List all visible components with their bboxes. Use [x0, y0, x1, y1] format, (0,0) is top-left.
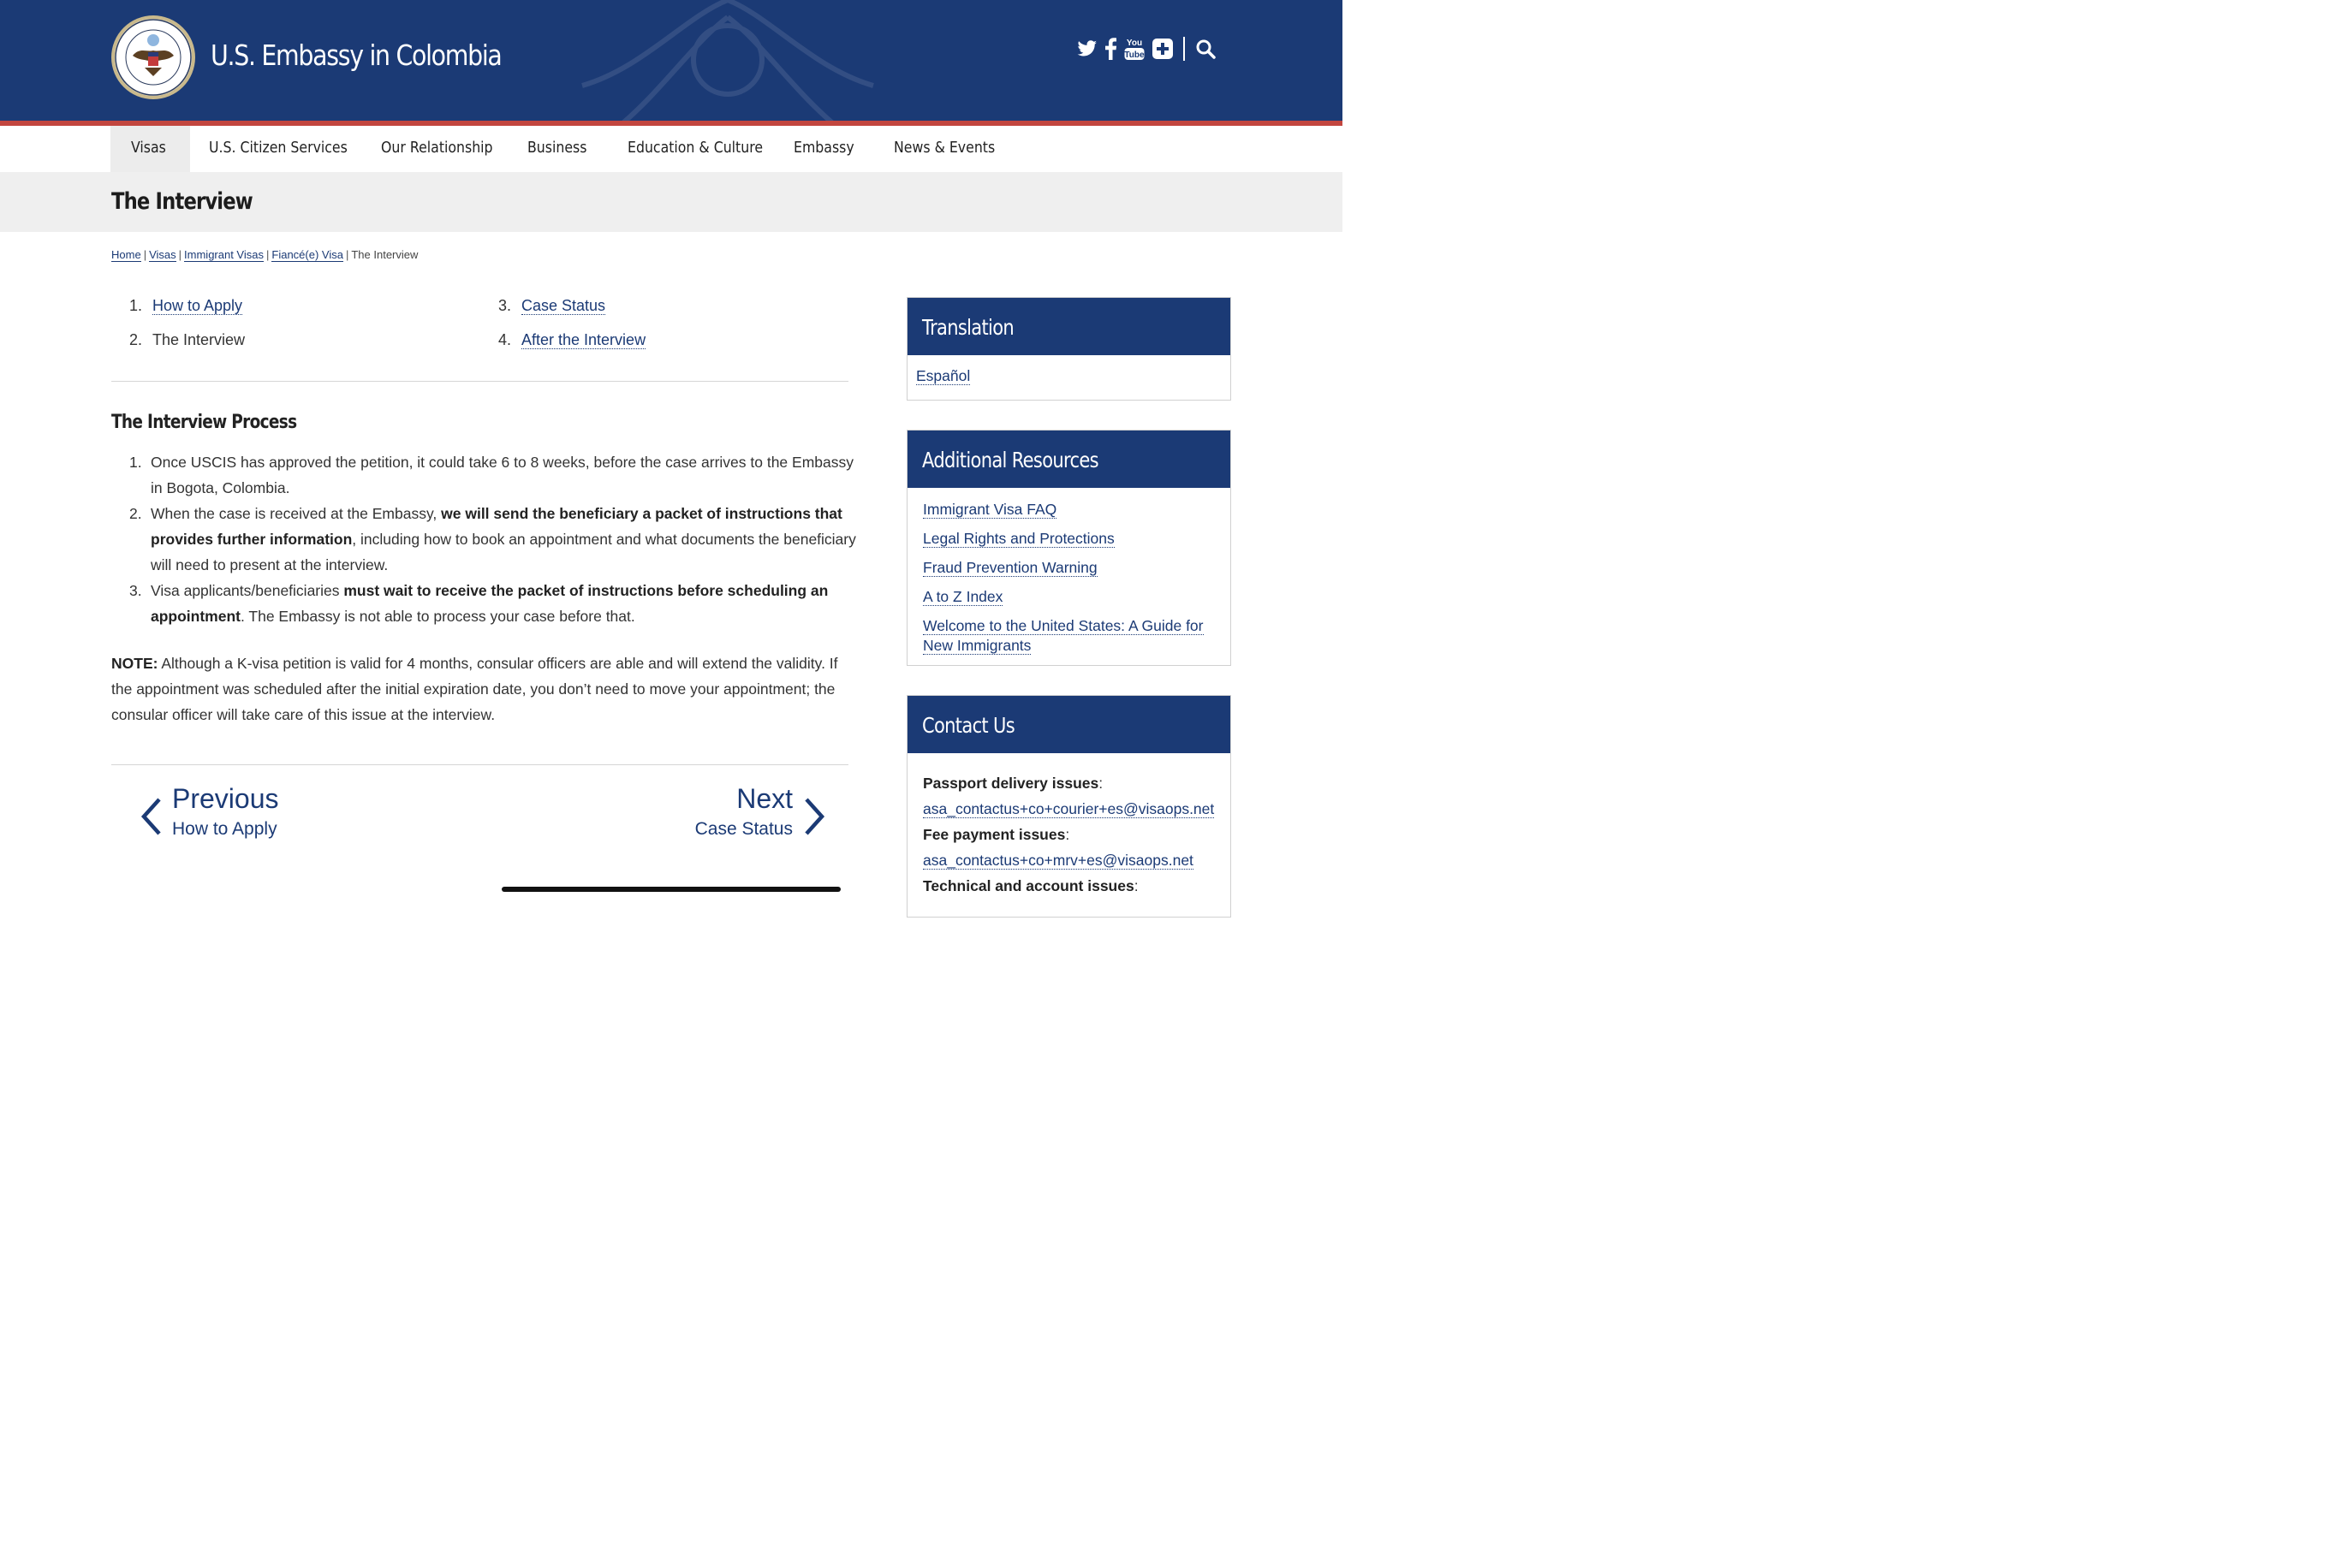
pager-divider: [111, 764, 848, 765]
list-item: [111, 501, 856, 578]
widget-title: Translation: [908, 298, 1230, 355]
contact-row: Fee payment issues:: [923, 826, 1070, 843]
nav-item-education-culture[interactable]: Education & Culture: [628, 140, 764, 157]
widget-body: [908, 355, 1230, 395]
contact-label: Technical and account issues: [923, 877, 1134, 894]
nav-item-embassy[interactable]: Embassy: [794, 140, 854, 157]
nav-item-our-relationship[interactable]: Our Relationship: [381, 140, 493, 157]
contact-label: Fee payment issues: [923, 826, 1066, 843]
step-item: [129, 297, 242, 315]
page-title-band: [0, 172, 1342, 232]
breadcrumb-home[interactable]: Home: [111, 248, 141, 261]
site-title[interactable]: U.S. Embassy in Colombia: [211, 39, 502, 72]
svg-text:You: You: [1126, 39, 1143, 48]
nav-item-visas[interactable]: Visas: [131, 140, 166, 157]
step-item: [129, 331, 245, 349]
list-number: 3.: [129, 582, 142, 599]
resource-link-welcome-guide[interactable]: Welcome to the United States: A Guide for New Immigrants: [923, 617, 1204, 654]
youtube-icon[interactable]: [1124, 37, 1145, 61]
contact-email-link[interactable]: asa_contactus+co+mrv+es@visaops.net: [923, 852, 1193, 869]
widget-body: [908, 753, 1230, 907]
list-item-text: When the case is received at the Embassy,: [151, 505, 442, 522]
chevron-left-icon: [140, 797, 163, 836]
resource-link-fraud-prevention[interactable]: Fraud Prevention Warning: [923, 559, 1098, 576]
contact-us-widget: [907, 695, 1231, 918]
step-item: [498, 331, 646, 349]
next-page-link[interactable]: [676, 783, 830, 852]
contact-row: [923, 796, 1215, 822]
breadcrumb-separator: |: [266, 248, 270, 261]
list-item-emphasis: must wait to receive the packet of instructions before scheduling an appointment: [151, 582, 829, 625]
next-label: Next: [736, 783, 793, 814]
list-item-text: Visa applicants/beneficiaries: [151, 582, 344, 599]
list-item-emphasis: we will send the beneficiary a packet of instructions that provides further information: [151, 505, 842, 548]
contact-label: Passport delivery issues: [923, 775, 1099, 792]
next-title: Case Status: [694, 819, 793, 839]
main-nav: [0, 126, 1342, 172]
page-title: The Interview: [111, 188, 253, 215]
eagle-watermark-icon: [514, 0, 942, 121]
contact-row: Technical and account issues:: [923, 877, 1139, 894]
list-number: 1.: [129, 454, 142, 471]
resource-item: [923, 587, 1215, 607]
chevron-right-icon: [803, 797, 825, 836]
note-text: Although a K-visa petition is valid for 4 months, consular officers are able and will extend the validity. If the appointment was scheduled after the initial expiration date, you don’t need to move your appointment; the consular officer will take care of this issue at the interview.: [111, 655, 838, 723]
step-link-case-status[interactable]: Case Status: [521, 297, 606, 314]
step-current-the-interview: The Interview: [152, 331, 246, 348]
site-header: [0, 0, 1342, 121]
list-item-text: . The Embassy is not able to process your case before that.: [241, 608, 635, 625]
contact-email-link[interactable]: asa_contactus+co+courier+es@visaops.net: [923, 800, 1215, 817]
note-paragraph: [111, 650, 848, 728]
nav-item-business[interactable]: Business: [527, 140, 587, 157]
step-item: [498, 297, 605, 315]
previous-label: Previous: [172, 783, 279, 814]
department-of-state-seal[interactable]: [110, 15, 196, 100]
resource-item: [923, 616, 1215, 656]
plus-icon[interactable]: [1152, 37, 1173, 61]
breadcrumb-visas[interactable]: Visas: [149, 248, 176, 261]
nav-item-us-citizen-services[interactable]: U.S. Citizen Services: [209, 140, 348, 157]
resource-item: [923, 558, 1215, 578]
nav-item-news-events[interactable]: News & Events: [894, 140, 996, 157]
breadcrumb-current: The Interview: [351, 248, 419, 261]
step-link-how-to-apply[interactable]: How to Apply: [152, 297, 243, 314]
resource-item: [923, 500, 1215, 520]
step-number: 1.: [129, 297, 143, 314]
breadcrumb-separator: |: [345, 248, 349, 261]
step-number: 4.: [498, 331, 512, 348]
widget-title: Contact Us: [908, 696, 1230, 753]
breadcrumb-immigrant-visas[interactable]: Immigrant Visas: [184, 248, 264, 261]
content-divider: [111, 381, 848, 382]
step-number: 3.: [498, 297, 512, 314]
breadcrumb: [111, 248, 418, 261]
additional-resources-widget: [907, 430, 1231, 666]
list-item-text: , including how to book an appointment and what documents the beneficiary will need to present at the interview.: [151, 531, 856, 573]
step-link-after-the-interview[interactable]: After the Interview: [521, 331, 646, 348]
contact-row: Passport delivery issues:: [923, 775, 1104, 792]
step-number: 2.: [129, 331, 143, 348]
interview-process-list: [111, 449, 856, 629]
widget-body: [908, 488, 1230, 674]
list-number: 2.: [129, 505, 142, 522]
resource-link-a-to-z-index[interactable]: A to Z Index: [923, 588, 1003, 605]
breadcrumb-separator: |: [178, 248, 182, 261]
home-indicator[interactable]: [502, 887, 841, 892]
list-item: [111, 578, 856, 629]
resource-link-immigrant-visa-faq[interactable]: Immigrant Visa FAQ: [923, 501, 1057, 518]
header-divider: [1183, 37, 1185, 61]
previous-title: How to Apply: [172, 819, 277, 839]
search-icon[interactable]: [1195, 37, 1216, 61]
contact-row: [923, 847, 1215, 873]
note-label: NOTE:: [111, 655, 158, 672]
previous-page-link[interactable]: [137, 783, 360, 852]
list-item: [111, 449, 856, 501]
svg-text:Tube: Tube: [1124, 50, 1145, 60]
translation-widget: [907, 297, 1231, 401]
twitter-icon[interactable]: [1077, 37, 1098, 61]
facebook-icon[interactable]: [1105, 37, 1116, 61]
resource-item: [923, 529, 1215, 549]
breadcrumb-fiancee-visa[interactable]: Fiancé(e) Visa: [271, 248, 343, 261]
breadcrumb-separator: |: [143, 248, 147, 261]
list-item-text: Once USCIS has approved the petition, it could take 6 to 8 weeks, before the case arrives to the Embassy in Bogota, Colombia.: [151, 454, 854, 496]
social-icon-bar: [1077, 34, 1223, 63]
widget-title: Additional Resources: [908, 431, 1230, 488]
resource-link-legal-rights[interactable]: Legal Rights and Protections: [923, 530, 1115, 547]
section-heading: The Interview Process: [111, 412, 297, 433]
spanish-translation-link[interactable]: Español: [916, 367, 971, 384]
